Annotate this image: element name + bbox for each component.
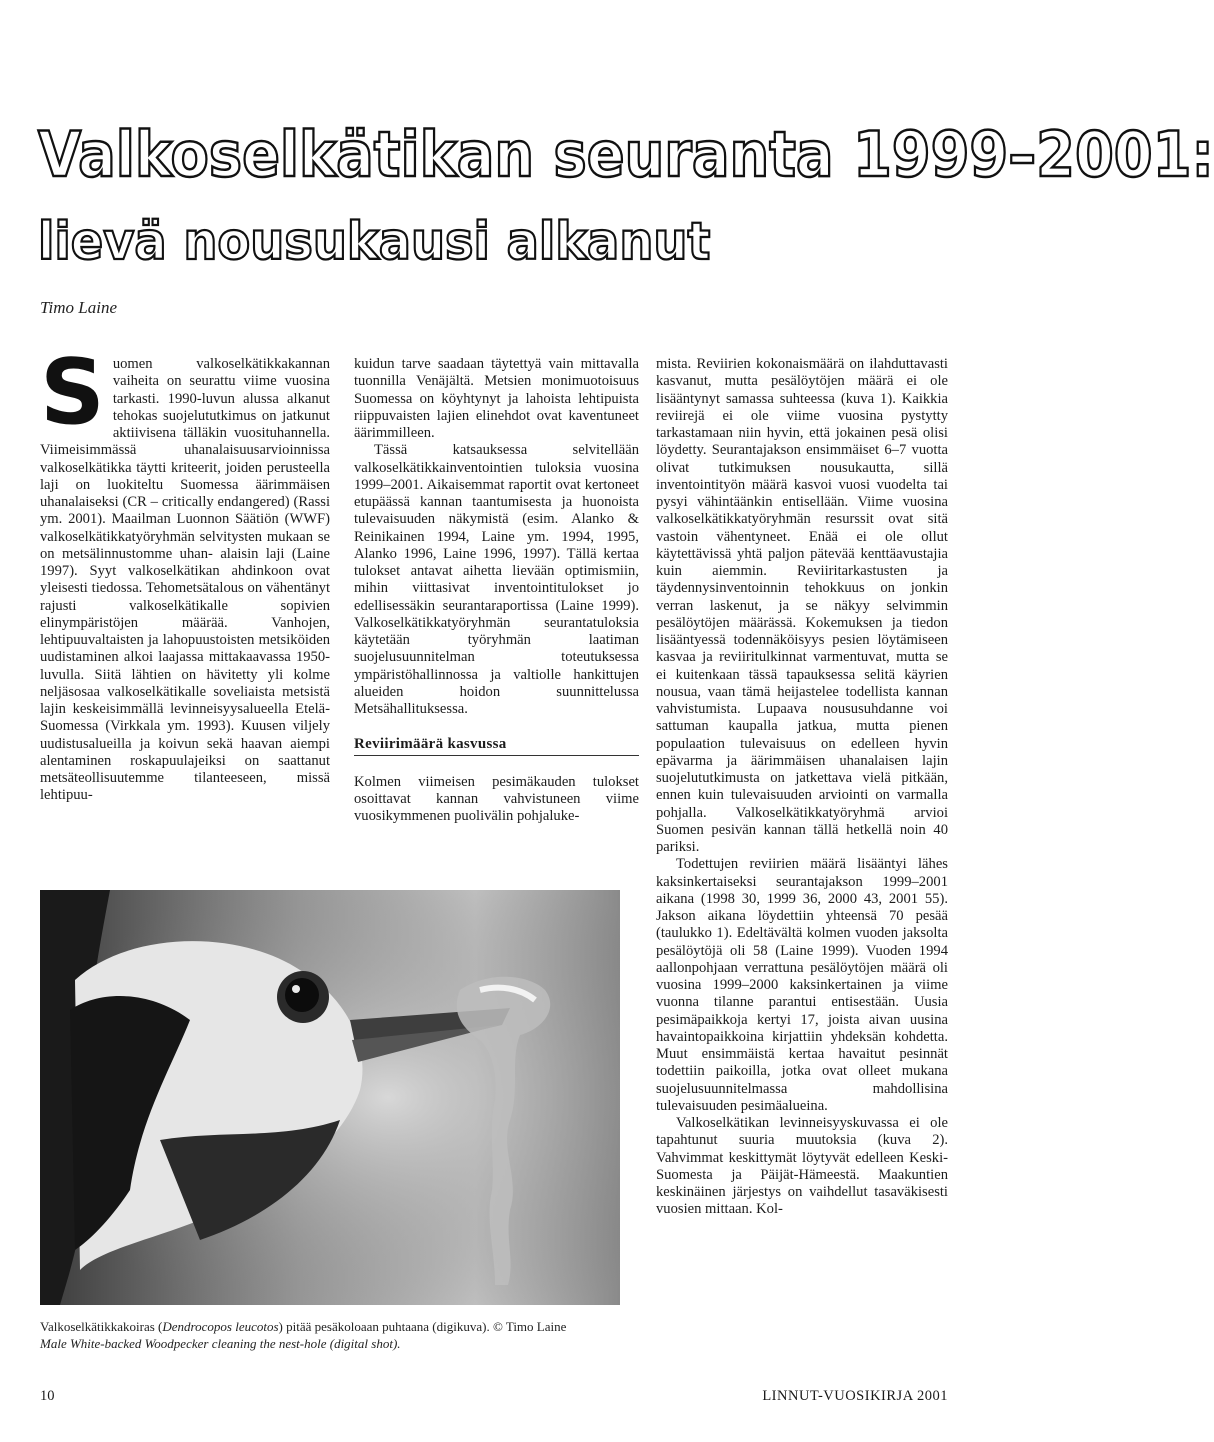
text-column-3 [656,356,948,1219]
paragraph: Tässä katsauksessa selvitellään valkoselkätikkainventointien tuloksia vuosina 1999–2001. Aikaisemmat raportit ovat kertoneet etupäässä kannan taantumisesta ja huonoista tulevaisuuden näkymistä (esim. Alanko & Reinikainen 1994, Laine ym. 1994, 1995, Alanko 1996, Laine 1996, 1997). Tällä kertaa tulokset antavat aihetta lievään optimismiin, mihin viittasivat inventointitulokset jo edellisessäkin seurantaraportissa (Laine 1999). Valkoselkätikkatyöryhmän seurantatuloksia käytetään työryhmän laatiman suojelusuunnitelman toteutuksessa ympäristöhallinnossa ja valtiolle hankittujen alueiden hoidon suunnittelussa Metsähallituksessa. [354,442,639,717]
woodpecker-photo-icon [40,890,620,1305]
paragraph: Kolmen viimeisen pesimäkauden tulokset osoittavat kannan vahvistuneen viime vuosikymmenen puolivälin pohjaluke- [354,773,639,824]
text-column-1 [40,340,330,805]
article-title: Valkoselkätikan seuranta 1999–2001: [38,118,1214,191]
woodpecker-photo [40,890,620,1305]
article-author: Timo Laine [40,298,117,317]
paragraph: kuidun tarve saadaan täytettyä vain mittavalla tuonnilla Venäjältä. Metsien monimuotoisuus Suomessa on köyhtynyt ja lahoista lehtipuista riippuvaisten lajien elinehdot ovat kaventuneet äärimmilleen. [354,356,639,441]
drop-cap: S [40,340,105,445]
journal-name: LINNUT-VUOSIKIRJA 2001 [762,1388,948,1404]
caption-finnish: Valkoselkätikkakoiras (Dendrocopos leucotos) pitää pesäkoloaan puhtaana (digikuva). © Timo Laine [40,1319,567,1334]
caption-english: Male White-backed Woodpecker cleaning the nest-hole (digital shot). [40,1336,401,1351]
photo-caption [40,1318,640,1352]
page-number: 10 [40,1388,55,1404]
text-column-2 [354,356,639,825]
paragraph: Todettujen reviirien määrä lisääntyi lähes kaksinkertaiseksi seurantajakson 1999–2001 aikana (1998 30, 1999 36, 2000 43, 2001 55). Jakson aikana löydettiin yhteensä 70 pesää (taulukko 1). Edeltävältä kolmen vuoden jaksolta pesälöytöjä oli 58 (Laine 1999). Vuoden 1994 aallonpohjaan verrattuna pesälöytöjen määrä oli vuosina 1999–2000 kaksinkertainen ja viime vuonna tilanne parantui entisestään. Uusia pesimäpaikkoja kertyi 17, joista aivan uusina havaintopaikkoina kirjattiin yhdeksän kohdetta. Muut ensimmäistä kertaa havaitut pesinnät todettiin paikoilla, jotka ovat olleet mukana suojelusuunnitelmassa mahdollisina tulevaisuuden pesimäalueina. [656,856,948,1114]
species-name: Dendrocopos leucotos [162,1319,279,1334]
paragraph: mista. Reviirien kokonaismäärä on ilahduttavasti kasvanut, mutta pesälöytöjen määrä ei ole lisääntynyt samassa suhteessa (kuva 1). Kaikkia reviirejä ei ole viime vuosina pystytty tarkastamaan niin hyvin, että jokainen pesä olisi löydetty. Seurantajakson ensimmäiset 6–7 vuotta olivat tutkimuksen nousukautta, sillä inventointityön määrä kasvoi vuosi vuodelta tai pysyi vähintäänkin entisellään. Viime vuosina valkoselkätikkatyöryhmän resurssit ovat sitä vastoin vähentyneet. Enää ei ole ollut käytettävissä yhtä paljon pätevää kenttäavustajia kuin aiemmin. Reviiritarkastusten ja täydennysinventoinnin tehokkuus on jonkin verran laskenut, ja se näkyy selvimmin pesälöytöjen määrässä. Kokemuksen ja tiedon lisääntyessä todennäköisyys pesien löytämiseen kasvaa ja reviiritulkinnat varmentuvat, mutta se ei kuitenkaan tässä tapauksessa selitä käyrien nousua, vaan tämä heijastelee todellista kannan vahvistumista. Lupaava noususuhdanne voi sattuman kaupalla jatkua, mutta pienen populaation tulevaisuus on edelleen hyvin epävarma ja äärimmäisen uhanalaisen lajin suojelututkimusta on jatkettava vielä pitkään, ennen kuin tulevaisuuden arviointi on varmalla pohjalla. Valkoselkätikkatyöryhmä arvioi Suomen pesivän kannan tällä hetkellä noin 40 pariksi. [656,356,948,855]
article-subtitle: lievä nousukausi alkanut [38,212,711,272]
section-heading: Reviirimäärä kasvussa [354,736,639,755]
paragraph: Valkoselkätikan levinneisyyskuvassa ei ole tapahtunut suuria muutoksia (kuva 2). Vahvimmat keskittymät löytyvät edelleen Keski-Suomesta ja Päijät-Hämeestä. Maakuntien keskinäinen järjestys on vaihdellut tasaväkisesti vuosien mittaan. Kol- [656,1115,948,1218]
paragraph-intro: uomen valkoselkätikkakannan vaiheita on seurattu viime vuosina tarkasti. 1990-luvun alussa alkanut tehokas suojelututkimus on jatkunut aktiivisena tälläkin vuosituhannella. Viimeisimmässä uhanalaisuusarvioinnissa valkoselkätikka täytti kriteerit, joiden perusteella laji on luokiteltu Suomessa äärimmäisen uhanalaiseksi (CR – critically endangered) (Rassi ym. 2001). Maailman Luonnon Säätiön (WWF) valkoselkätikkatyöryhmän selvitysten mukaan se on metsälinnustomme uhan- alaisin laji (Laine 1997). Syyt valkoselkätikan ahdinkoon ovat yleisesti tiedossa. Tehometsätalous on vähentänyt rajusti valkoselkätikalle sopivien elinympäristöjen määrää. Vanhojen, lehtipuuvaltaisten ja lahopuustoisten metsiköiden uudistaminen alkoi laajassa mittakaavassa 1950- luvulla. Siitä lähtien on hävitetty yli kolme neljäsosaa valkoselkätikalle soveliaista metsistä lajin keskeisimmällä levinneisyysalueella Etelä-Suomessa (Virkkala ym. 1993). Kuusen viljely uudistusalueilla ja koivun sekä haavan aiempi alentaminen roskapuulajeiksi on saattanut metsäteollisuutemme tilanteeseen, missä lehtipuu- [40,356,330,804]
